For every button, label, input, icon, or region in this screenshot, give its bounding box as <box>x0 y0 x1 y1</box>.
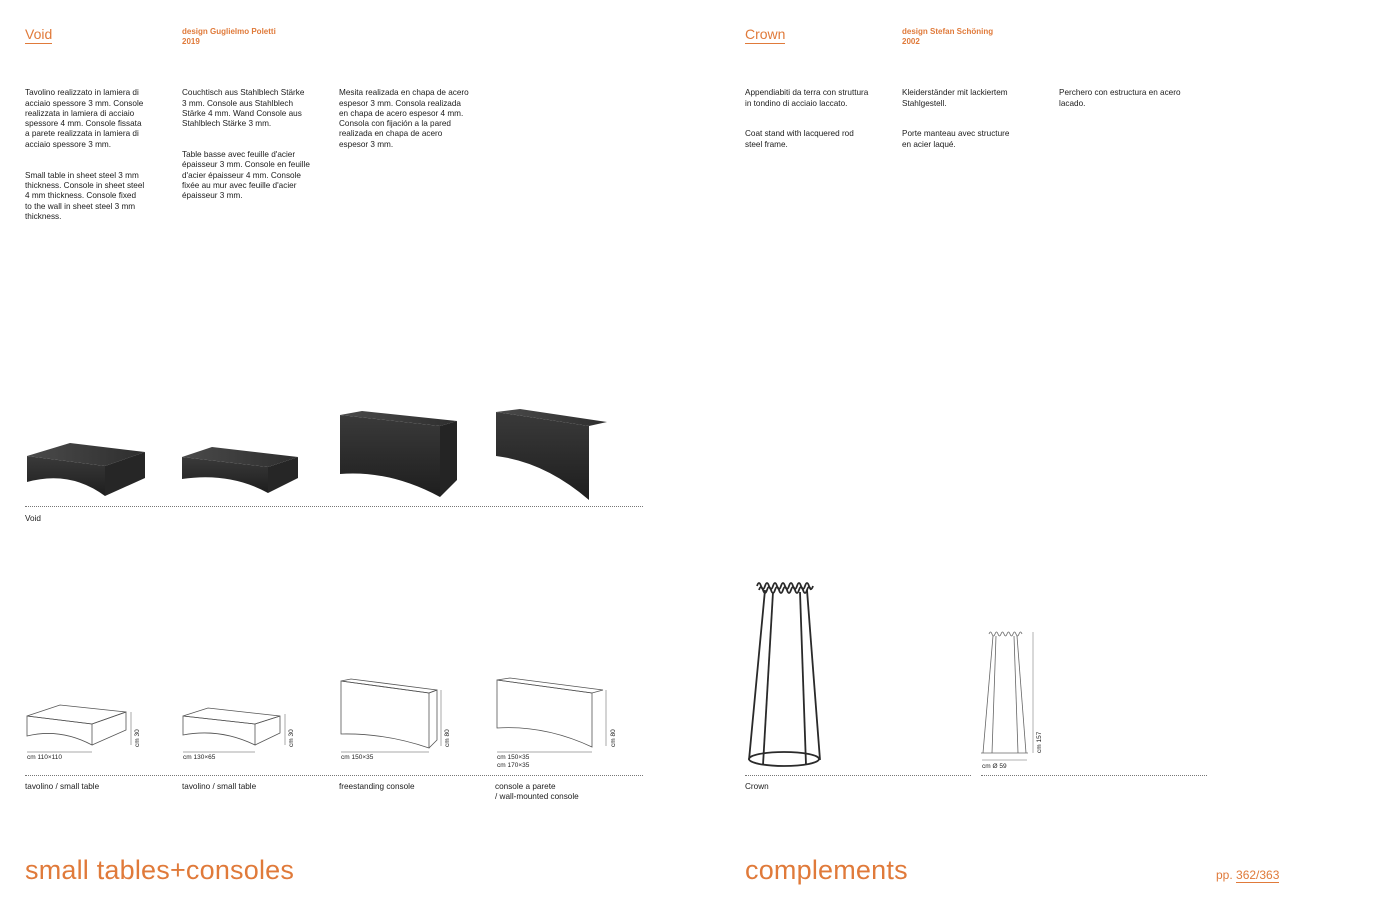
description-column-right-1 <box>745 78 895 171</box>
description-column-1 <box>25 78 175 243</box>
height-label-4: cm 80 <box>610 729 617 747</box>
product-title-crown: Crown <box>745 26 786 42</box>
drawing-caption-3: freestanding console <box>339 782 415 791</box>
designer-credit <box>182 27 276 47</box>
photo-small-table-rectangular <box>182 447 298 493</box>
photo-divider <box>25 506 643 507</box>
drawing-wall-mounted-console <box>497 678 606 752</box>
photo-small-table-square <box>27 443 145 496</box>
height-label-2: cm 30 <box>288 729 295 747</box>
pages-prefix: pp. <box>1216 868 1233 882</box>
design-year-right: 2002 <box>902 37 920 46</box>
description-italian: Tavolino realizzato in lamiera di acciaio spessore 3 mm. Console realizzata in lamiera di acciaio spessore 4 mm. Console fissata a parete realizzata in lamiera di acciaio spessore 3 mm. <box>25 88 144 149</box>
pages-range: 362/363 <box>1236 868 1280 882</box>
photo-freestanding-console <box>340 411 457 497</box>
photo-caption: Void <box>25 514 41 523</box>
dimension-label-4: cm 150×35 cm 170×35 <box>497 754 530 769</box>
description-german-right: Kleiderständer mit lackiertem Stahlgestell. <box>902 88 1008 108</box>
description-french: Table basse avec feuille d'acier épaisseur 3 mm. Console en feuille d'acier épaisseur 4 mm. Console fixée au mur avec feuille d'acier épaisseur 3 mm. <box>182 150 310 201</box>
description-column-3 <box>339 78 494 171</box>
description-french-right: Porte manteau avec structure en acier laqué. <box>902 129 1010 149</box>
photo-wall-mounted-console <box>496 409 607 500</box>
designer-name-right: design Stefan Schöning <box>902 27 994 36</box>
drawing-caption-2: tavolino / small table <box>182 782 257 791</box>
product-title-void: Void <box>25 26 53 42</box>
description-english: Small table in sheet steel 3 mm thickness. Console in sheet steel 4 mm thickness. Console fixed to the wall in sheet steel 3 mm thickness. <box>25 170 145 221</box>
section-title-right: complements <box>745 855 908 885</box>
description-column-right-3 <box>1059 78 1214 129</box>
drawing-divider-right <box>981 775 1207 776</box>
page-numbers <box>1216 868 1279 882</box>
height-label-3: cm 80 <box>444 729 451 747</box>
description-english-right: Coat stand with lacquered rod steel frame. <box>745 129 854 149</box>
drawing-small-table-square <box>27 705 131 752</box>
dimension-label-1: cm 110×110 <box>27 754 62 761</box>
description-spanish: Mesita realizada en chapa de acero espesor 3 mm. Consola realizada en chapa de acero espesor 4 mm. Consola con fijación a la pared realizada en chapa de acero espesor 3 mm. <box>339 88 469 149</box>
description-column-2 <box>182 78 332 222</box>
drawing-caption-4: console a parete / wall-mounted console <box>495 782 579 802</box>
drawing-freestanding-console <box>341 679 441 752</box>
designer-name: design Guglielmo Poletti <box>182 27 276 36</box>
designer-credit-right <box>902 27 993 47</box>
description-italian-right: Appendiabiti da terra con struttura in tondino di acciaio laccato. <box>745 88 869 108</box>
height-label-1: cm 30 <box>134 729 141 747</box>
drawing-divider <box>25 775 643 776</box>
drawing-caption-1: tavolino / small table <box>25 782 100 791</box>
height-label-crown: cm 157 <box>1036 731 1043 753</box>
crown-technical-drawing <box>0 0 1 1</box>
photo-divider-right <box>745 775 971 776</box>
drawing-small-table-rectangular <box>183 708 285 752</box>
dimension-label-2: cm 130×65 <box>183 754 216 761</box>
description-spanish-right: Perchero con estructura en acero lacado. <box>1059 88 1181 108</box>
design-year: 2019 <box>182 37 200 46</box>
description-german: Couchtisch aus Stahlblech Stärke 3 mm. Console aus Stahlblech Stärke 4 mm. Wand Console aus Stahlblech Stärke 3 mm. <box>182 88 305 129</box>
dimension-label-3: cm 150×35 <box>341 754 374 761</box>
section-title-left: small tables+consoles <box>25 855 295 885</box>
description-column-right-2 <box>902 78 1052 171</box>
photo-caption-right: Crown <box>745 782 769 791</box>
dimension-label-crown: cm Ø 59 <box>982 763 1007 770</box>
